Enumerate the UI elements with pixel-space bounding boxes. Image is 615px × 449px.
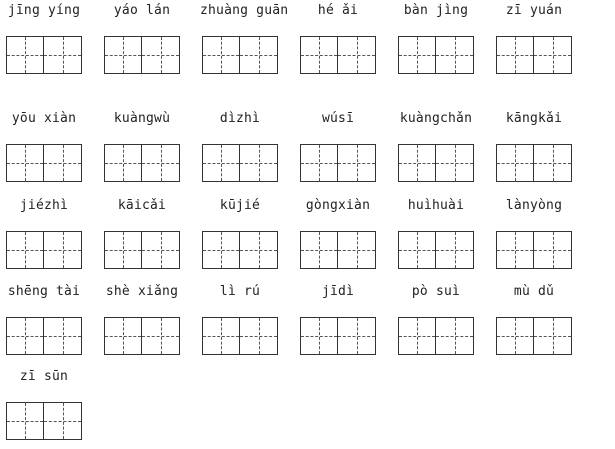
pinyin-label: dìzhì	[219, 111, 261, 126]
tianzige-cell[interactable]	[202, 231, 240, 269]
pinyin-label: huìhuài	[407, 198, 465, 213]
writing-grid[interactable]	[496, 317, 572, 355]
tianzige-cell[interactable]	[44, 231, 82, 269]
pinyin-label: bàn jìng	[403, 3, 469, 18]
tianzige-cell[interactable]	[300, 36, 338, 74]
tianzige-cell[interactable]	[104, 36, 142, 74]
writing-grid[interactable]	[398, 317, 474, 355]
tianzige-cell[interactable]	[534, 231, 572, 269]
pinyin-label: kāicǎi	[117, 198, 167, 213]
tianzige-cell[interactable]	[6, 317, 44, 355]
writing-grid[interactable]	[496, 231, 572, 269]
tianzige-cell[interactable]	[6, 402, 44, 440]
writing-grid[interactable]	[496, 144, 572, 182]
pinyin-label: jiézhì	[19, 198, 69, 213]
pinyin-label: zī yuán	[505, 3, 563, 18]
tianzige-cell[interactable]	[142, 231, 180, 269]
pinyin-label: kuàngwù	[113, 111, 171, 126]
pinyin-label: zī sūn	[19, 369, 69, 384]
pinyin-label: yáo lán	[113, 3, 171, 18]
tianzige-cell[interactable]	[338, 231, 376, 269]
pinyin-label: kūjié	[219, 198, 261, 213]
tianzige-cell[interactable]	[240, 231, 278, 269]
writing-grid[interactable]	[104, 317, 180, 355]
tianzige-cell[interactable]	[534, 144, 572, 182]
tianzige-cell[interactable]	[534, 36, 572, 74]
writing-grid[interactable]	[6, 402, 82, 440]
tianzige-cell[interactable]	[300, 144, 338, 182]
writing-grid[interactable]	[202, 144, 278, 182]
writing-grid[interactable]	[202, 231, 278, 269]
pinyin-label: pò suì	[411, 284, 461, 299]
tianzige-cell[interactable]	[44, 144, 82, 182]
tianzige-cell[interactable]	[6, 231, 44, 269]
writing-grid[interactable]	[104, 231, 180, 269]
writing-grid[interactable]	[6, 317, 82, 355]
pinyin-label: jīng yíng	[7, 3, 81, 18]
tianzige-cell[interactable]	[142, 317, 180, 355]
writing-grid[interactable]	[300, 144, 376, 182]
tianzige-cell[interactable]	[398, 144, 436, 182]
pinyin-label: gòngxiàn	[305, 198, 371, 213]
pinyin-label: hé ǎi	[317, 3, 359, 18]
tianzige-cell[interactable]	[240, 144, 278, 182]
writing-grid[interactable]	[496, 36, 572, 74]
tianzige-cell[interactable]	[496, 36, 534, 74]
writing-grid[interactable]	[6, 36, 82, 74]
tianzige-cell[interactable]	[436, 317, 474, 355]
pinyin-label: wúsī	[321, 111, 355, 126]
tianzige-cell[interactable]	[6, 144, 44, 182]
tianzige-cell[interactable]	[300, 317, 338, 355]
tianzige-cell[interactable]	[338, 317, 376, 355]
writing-grid[interactable]	[398, 231, 474, 269]
pinyin-label: lì rú	[219, 284, 261, 299]
tianzige-cell[interactable]	[104, 231, 142, 269]
writing-grid[interactable]	[104, 144, 180, 182]
writing-grid[interactable]	[398, 144, 474, 182]
pinyin-label: zhuàng guān	[200, 3, 289, 18]
tianzige-cell[interactable]	[436, 36, 474, 74]
tianzige-cell[interactable]	[142, 144, 180, 182]
tianzige-cell[interactable]	[202, 144, 240, 182]
writing-grid[interactable]	[6, 144, 82, 182]
writing-grid[interactable]	[202, 317, 278, 355]
writing-grid[interactable]	[6, 231, 82, 269]
tianzige-cell[interactable]	[436, 144, 474, 182]
pinyin-label: mù dǔ	[513, 284, 555, 299]
tianzige-cell[interactable]	[338, 36, 376, 74]
pinyin-label: shè xiǎng	[105, 284, 179, 299]
tianzige-cell[interactable]	[300, 231, 338, 269]
writing-grid[interactable]	[398, 36, 474, 74]
tianzige-cell[interactable]	[202, 317, 240, 355]
pinyin-label: shēng tài	[7, 284, 81, 299]
writing-grid[interactable]	[300, 231, 376, 269]
tianzige-cell[interactable]	[104, 317, 142, 355]
writing-grid[interactable]	[300, 36, 376, 74]
tianzige-cell[interactable]	[240, 317, 278, 355]
tianzige-cell[interactable]	[44, 402, 82, 440]
pinyin-label: kāngkǎi	[505, 111, 563, 126]
pinyin-label: lànyòng	[505, 198, 563, 213]
writing-grid[interactable]	[104, 36, 180, 74]
tianzige-cell[interactable]	[6, 36, 44, 74]
tianzige-cell[interactable]	[142, 36, 180, 74]
pinyin-label: jīdì	[321, 284, 355, 299]
tianzige-cell[interactable]	[104, 144, 142, 182]
tianzige-cell[interactable]	[44, 317, 82, 355]
tianzige-cell[interactable]	[398, 231, 436, 269]
tianzige-cell[interactable]	[240, 36, 278, 74]
writing-grid[interactable]	[202, 36, 278, 74]
tianzige-cell[interactable]	[436, 231, 474, 269]
tianzige-cell[interactable]	[496, 317, 534, 355]
tianzige-cell[interactable]	[496, 144, 534, 182]
tianzige-cell[interactable]	[202, 36, 240, 74]
tianzige-cell[interactable]	[398, 36, 436, 74]
pinyin-label: yōu xiàn	[11, 111, 77, 126]
pinyin-label: kuàngchǎn	[399, 111, 473, 126]
tianzige-cell[interactable]	[44, 36, 82, 74]
writing-grid[interactable]	[300, 317, 376, 355]
tianzige-cell[interactable]	[338, 144, 376, 182]
tianzige-cell[interactable]	[398, 317, 436, 355]
tianzige-cell[interactable]	[534, 317, 572, 355]
tianzige-cell[interactable]	[496, 231, 534, 269]
